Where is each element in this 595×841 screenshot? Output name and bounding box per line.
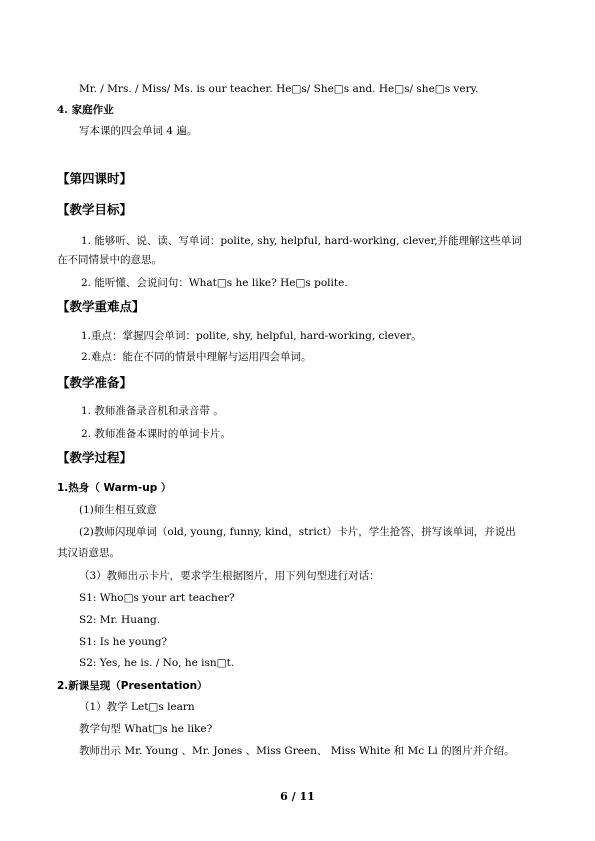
body-text: 1. 教师准备录音机和录音带 。 — [81, 405, 224, 417]
lesson-heading: 【第四课时】 — [57, 171, 133, 186]
body-text: 教学句型 What□s he like? — [79, 723, 213, 735]
body-text: 2. 能听懂、会说问句：What□s he like? He□s polite. — [81, 277, 348, 289]
body-text: Mr. / Mrs. / Miss/ Ms. is our teacher. He□s/ She□s and. He□s/ she□s very. — [79, 83, 479, 95]
section-heading: 【教学准备】 — [57, 375, 133, 390]
body-text: 教师出示 Mr. Young 、Mr. Jones 、Miss Green、 Miss White 和 Mc Li 的图片并介绍。 — [79, 745, 515, 757]
body-text: （3）教师出示卡片，要求学生根据图片，用下列句型进行对话： — [79, 570, 380, 582]
body-text: 写本课的四会单词 4 遍。 — [79, 125, 198, 137]
dialogue-line: S2: Yes, he is. / No, he isn□t. — [79, 657, 235, 669]
body-text: 在不同情景中的意思。 — [57, 254, 162, 266]
dialogue-line: S2: Mr. Huang. — [79, 614, 161, 626]
body-text: 1. 能够听、说、读、写单词：polite, shy, helpful, hard-working, clever,并能理解这些单词 — [81, 235, 522, 247]
page-number: 6 / 11 — [280, 790, 315, 803]
body-text: (2)教师闪现单词（old, young, funny, kind，strict）卡片，学生抢答，拼写该单词，并说出 — [79, 526, 516, 538]
body-text: 2. 教师准备本课时的单词卡片。 — [81, 428, 231, 440]
body-text: 其汉语意思。 — [57, 547, 120, 559]
section-heading: 【教学过程】 — [57, 450, 133, 465]
subsection-heading: 2.新课呈现（Presentation） — [57, 680, 208, 692]
section-heading: 【教学重难点】 — [57, 299, 145, 314]
section-heading: 【教学目标】 — [57, 202, 133, 217]
body-text: （1）教学 Let□s learn — [79, 701, 195, 713]
subsection-heading: 1.热身（ Warm-up ） — [57, 482, 172, 494]
body-text: 2.难点：能在不同的情景中理解与运用四会单词。 — [81, 351, 312, 363]
dialogue-line: S1: Who□s your art teacher? — [79, 592, 235, 604]
section-heading: 4. 家庭作业 — [57, 104, 114, 116]
body-text: 1.重点：掌握四会单词：polite, shy, helpful, hard-working, clever。 — [81, 330, 422, 342]
dialogue-line: S1: Is he young? — [79, 636, 168, 648]
body-text: (1)师生相互致意 — [79, 504, 157, 516]
